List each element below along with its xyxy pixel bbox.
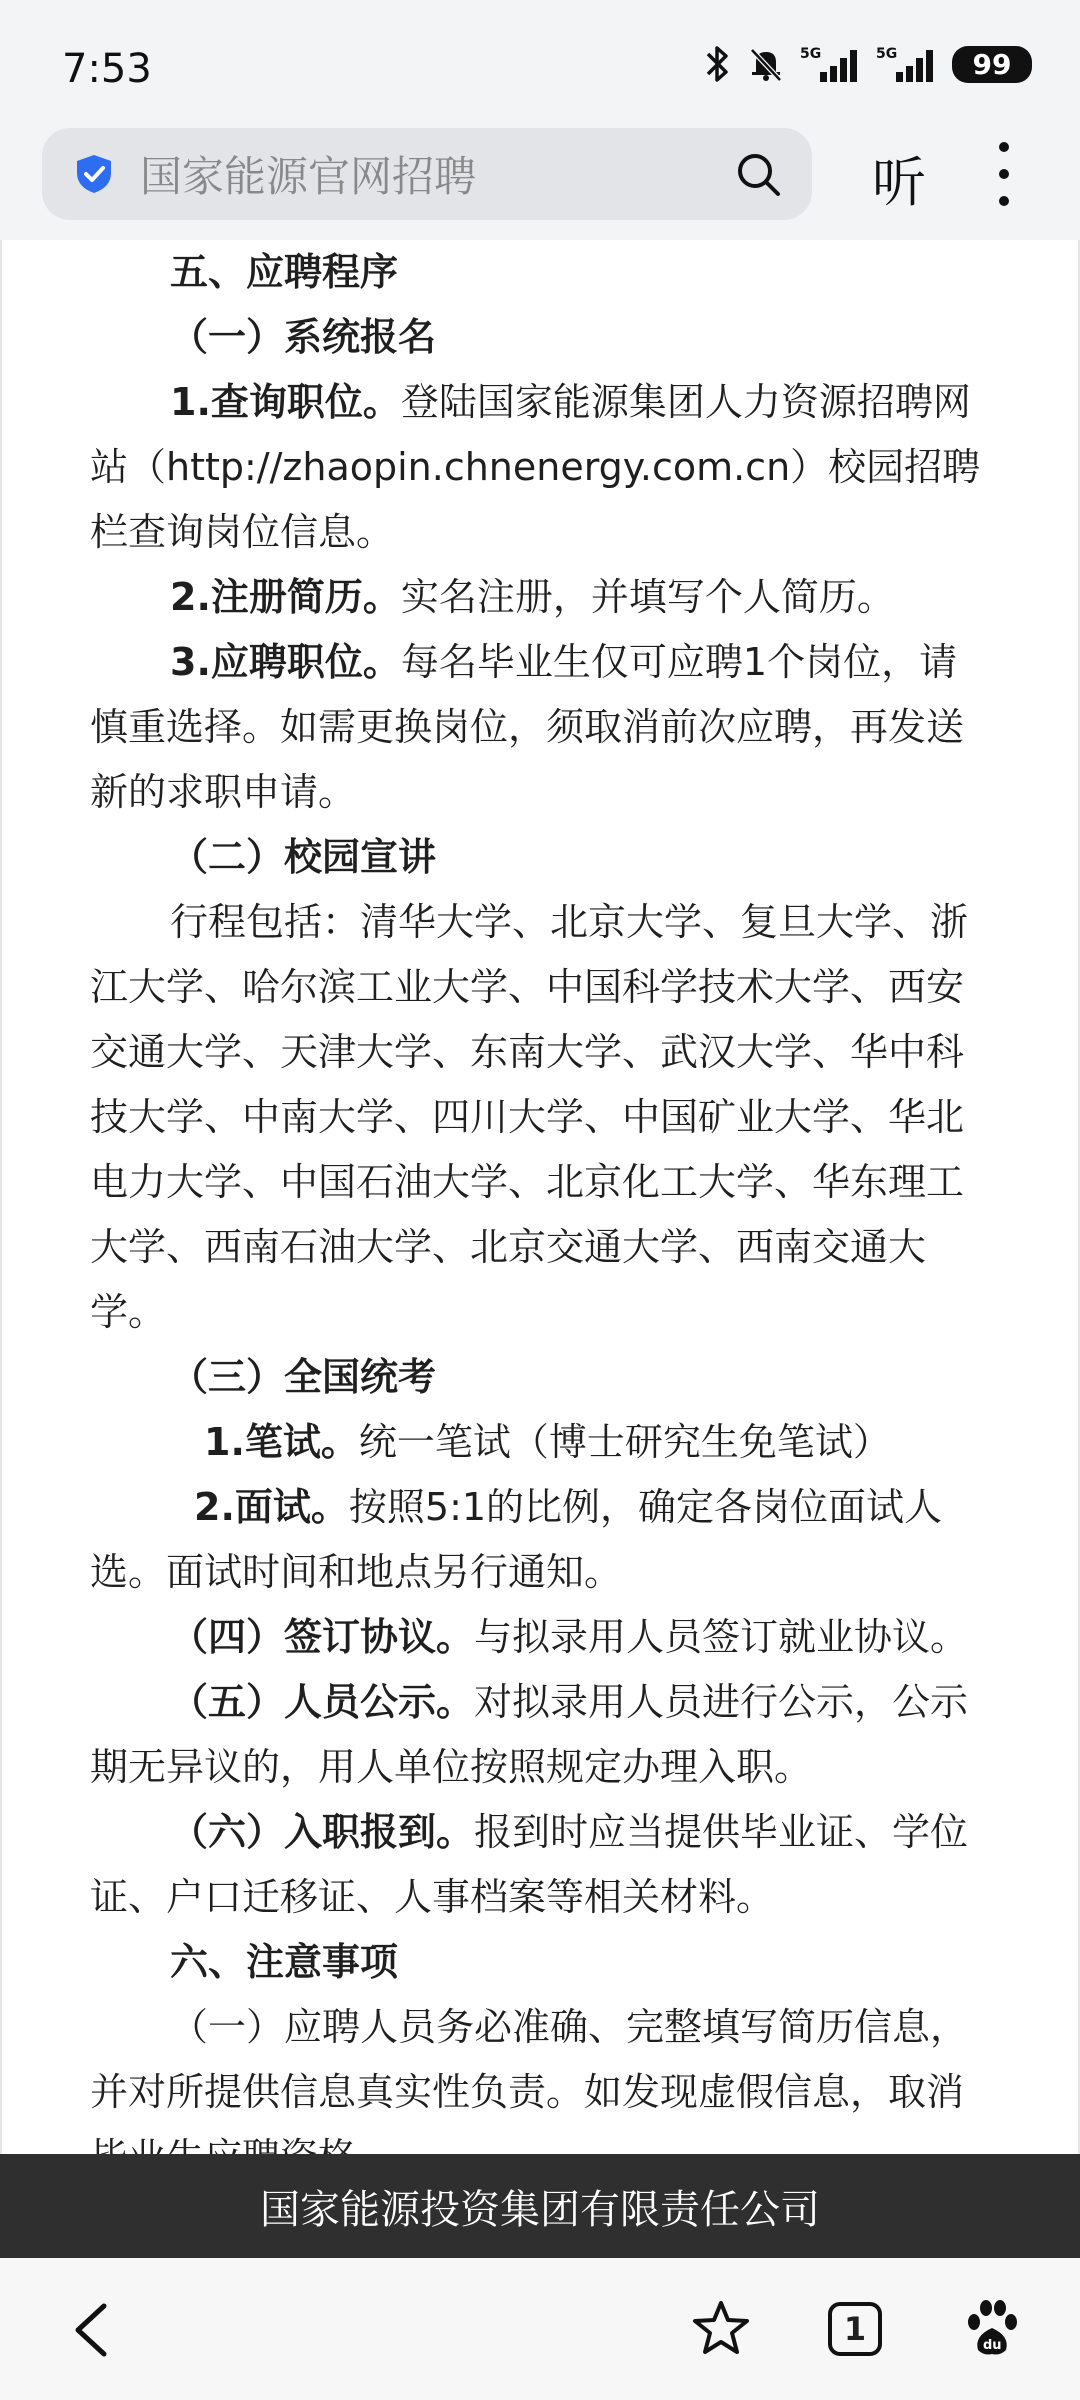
subsection-heading: （三）全国统考 [170, 1355, 437, 1399]
article-content [0, 240, 1080, 2154]
signal-5g-icon [800, 44, 862, 84]
paragraph [90, 565, 994, 630]
search-bar[interactable] [42, 128, 812, 220]
listen-button[interactable]: 听 [872, 151, 926, 214]
item-body: 实名注册，并填写个人简历。 [400, 575, 895, 619]
shield-icon [72, 152, 116, 196]
item-head: 3.应聘职位。 [170, 640, 401, 684]
status-bar [0, 0, 1080, 120]
svg-text:5G: 5G [876, 46, 898, 62]
paragraph [90, 630, 994, 825]
item-head: 1.笔试。 [204, 1420, 359, 1464]
item-body: 每名毕业生仅可应聘1个岗位，请慎重选择。如需更换岗位，须取消前次应聘，再发送新的求职申请。 [90, 640, 965, 814]
tabs-count-button[interactable]: 1 [828, 2302, 882, 2356]
section-heading: 六、注意事项 [170, 1940, 399, 1984]
paragraph [90, 370, 994, 565]
paragraph: （一）应聘人员务必准确、完整填写简历信息，并对所提供信息真实性负责。如发现虚假信息，取消 [90, 2005, 969, 2114]
status-time: 7:53 [62, 46, 152, 92]
star-bookmark-icon[interactable] [690, 2298, 752, 2360]
item-head: 2.注册简历。 [170, 575, 401, 619]
item-head: 2.面试。 [194, 1485, 349, 1529]
search-icon[interactable] [734, 150, 782, 198]
back-icon[interactable] [66, 2300, 122, 2360]
item-body: 对拟录用人员进行公示，公示期无异议的，用人单位按照规定办理入职。 [90, 1680, 969, 1789]
paragraph [90, 1670, 994, 1800]
item-body: 登陆国家能源集团人力资源招聘网站（http://zhaopin.chnenergy.com.cn）校园招聘栏查询岗位信息。 [90, 380, 981, 554]
paragraph [90, 1605, 994, 1670]
footer-banner: 国家能源投资集团有限责任公司 [0, 2154, 1080, 2258]
section-heading: 五、应聘程序 [170, 250, 399, 294]
item-head: 1.查询职位。 [170, 380, 401, 424]
search-input[interactable]: 国家能源官网招聘 [140, 152, 477, 201]
bottom-nav-bar [0, 2258, 1080, 2400]
subsection-heading: （一）系统报名 [170, 315, 437, 359]
item-body: 报到时应当提供毕业证、学位证、户口迁移证、人事档案等相关材料。 [90, 1810, 969, 1919]
item-body: 与拟录用人员签订就业协议。 [474, 1615, 969, 1659]
svg-text:du: du [983, 2338, 1002, 2353]
item-head: （五）人员公示。 [170, 1680, 475, 1724]
more-menu-icon[interactable] [992, 142, 1016, 206]
paragraph [90, 1475, 994, 1605]
item-head: （四）签订协议。 [170, 1615, 475, 1659]
paragraph [90, 1410, 994, 1475]
item-head: （六）入职报到。 [170, 1810, 475, 1854]
baidu-paw-icon[interactable] [964, 2298, 1020, 2360]
mute-bell-icon [746, 44, 786, 84]
item-body: 按照5:1的比例，确定各岗位面试人选。面试时间和地点另行通知。 [90, 1485, 943, 1594]
article-body [90, 240, 994, 2190]
item-body: 统一笔试（博士研究生免笔试） [358, 1420, 891, 1464]
signal-5g-icon-2 [876, 44, 938, 84]
status-icons [704, 44, 1032, 84]
battery-indicator: 99 [952, 46, 1032, 83]
subsection-heading: （二）校园宣讲 [170, 835, 437, 879]
bluetooth-icon [704, 44, 732, 84]
svg-text:5G: 5G [800, 46, 822, 62]
paragraph [90, 1800, 994, 1930]
paragraph: 行程包括：清华大学、北京大学、复旦大学、浙江大学、哈尔滨工业大学、中国科学技术大学、西安交通大学、天津大学、东南大学、武汉大学、华中科技大学、中南大学、四川大学、中国矿业大学、华北电力大学、中国石油大学、北京化工大学、华东理工大学、西南石油大学、北京交通大学、西南交通大学。 [90, 900, 969, 1334]
